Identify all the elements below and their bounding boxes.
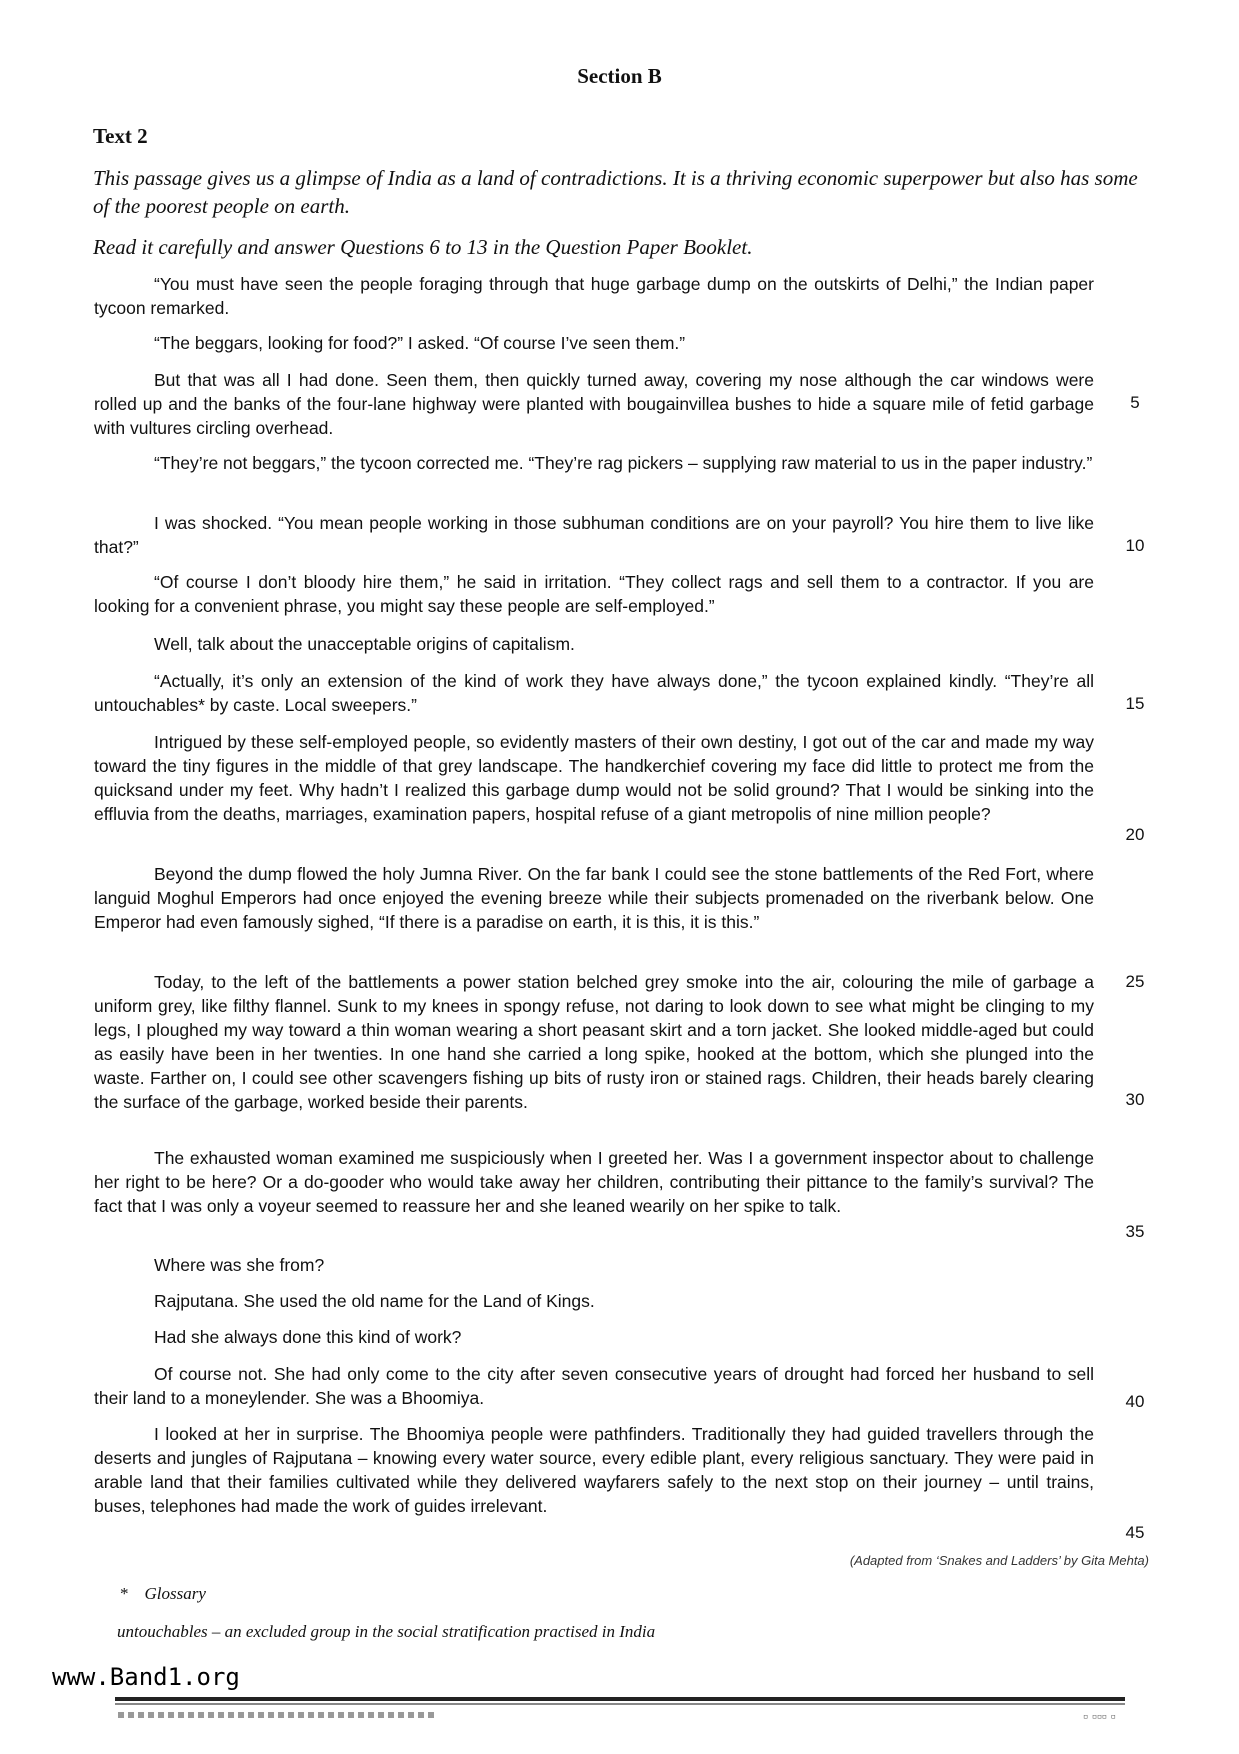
source-citation: (Adapted from ‘Snakes and Ladders’ by Gita Mehta) <box>849 1553 1149 1568</box>
text-title: Text 2 <box>93 124 148 148</box>
paragraph: “The beggars, looking for food?” I asked. “Of course I’ve seen them.” <box>154 333 686 353</box>
paragraph: Today, to the left of the battlements a power station belched grey smoke into the air, colouring the mile of garbage a uniform grey, like filthy flannel. Sunk to my knees in spongy refuse, not daring to look down to see what might be clinging to my legs, I ploughed my way toward a thin woman wearing a short peasant skirt and a torn jacket. She looked middle-aged but could as easily have been in her twenties. In one hand she carried a long spike, hooked at the bottom, which she plunged into the waste. Farther on, I could see other scavengers fishing up bits of rusty iron or stained rags. Children, their heads barely clearing the surface of the garbage, worked beside their parents. <box>94 972 1094 1112</box>
line-number: 25 <box>1125 972 1145 991</box>
paragraph: Where was she from? <box>154 1255 325 1275</box>
line-number: 5 <box>1130 393 1140 412</box>
paragraph: Of course not. She had only come to the city after seven consecutive years of drought had forced her husband to sell their land to a moneylender. She was a Bhoomiya. <box>94 1364 1094 1408</box>
paragraph: I looked at her in surprise. The Bhoomiya people were pathfinders. Traditionally they had guided travellers through the deserts and jungles of Rajputana – knowing every water source, every edible plant, every religious sanctuary. They were paid in arable land that their families cultivated while they delivered wayfarers safely to the next stop on their journey – until trains, buses, telephones had made the work of guides irrelevant. <box>94 1424 1094 1516</box>
paragraph: “They’re not beggars,” the tycoon corrected me. “They’re rag pickers – supplying raw material to us in the paper industry.” <box>154 453 1093 473</box>
paragraph: Rajputana. She used the old name for the Land of Kings. <box>154 1291 595 1311</box>
glossary-definition: untouchables – an excluded group in the social stratification practised in India <box>117 1622 656 1641</box>
glossary-marker: * <box>120 1584 129 1603</box>
paragraph: “Actually, it’s only an extension of the kind of work they have always done,” the tycoon explained kindly. “They’re all untouchables* by caste. Local sweepers.” <box>94 671 1094 715</box>
line-number: 30 <box>1125 1090 1145 1109</box>
paragraph: “You must have seen the people foraging through that huge garbage dump on the outskirts of Delhi,” the Indian paper tycoon remarked. <box>94 274 1094 318</box>
passage-instruction: Read it carefully and answer Questions 6 to 13 in the Question Paper Booklet. <box>93 235 753 259</box>
line-number: 15 <box>1125 694 1145 713</box>
paragraph: Beyond the dump flowed the holy Jumna River. On the far bank I could see the stone battlements of the Red Fort, where languid Moghul Emperors had once enjoyed the evening breeze while their subjects promenaded on the riverbank below. One Emperor had even famously sighed, “If there is a paradise on earth, it is this, it is this.” <box>94 864 1094 932</box>
paragraph: Well, talk about the unacceptable origins of capitalism. <box>154 634 575 654</box>
line-number: 20 <box>1125 825 1145 844</box>
paragraph: “Of course I don’t bloody hire them,” he said in irritation. “They collect rags and sell them to a contractor. If you are looking for a convenient phrase, you might say these people are self-employed.” <box>94 572 1094 616</box>
watermark-link[interactable]: www.Band1.org <box>52 1663 240 1691</box>
line-number: 45 <box>1125 1523 1145 1542</box>
line-number: 35 <box>1125 1222 1145 1241</box>
paragraph: Intrigued by these self-employed people, so evidently masters of their own destiny, I got out of the car and made my way toward the tiny figures in the middle of that grey landscape. The handkerchief covering my face did little to protect me from the quicksand under my feet. Why hadn’t I realized this garbage dump would not be solid ground? That I would be sinking into the effluvia from the deaths, marriages, examination papers, hospital refuse of a giant metropolis of nine million people? <box>94 732 1094 824</box>
glossary-heading-label: Glossary <box>144 1584 206 1603</box>
line-number: 40 <box>1125 1392 1145 1411</box>
paragraph: The exhausted woman examined me suspiciously when I greeted her. Was I a government inspector about to challenge her right to be here? Or a do-gooder who would take away her children, contributing their pittance to the family’s survival? The fact that I was only a voyeur seemed to reassure her and she leaned wearily on her spike to talk. <box>94 1148 1094 1216</box>
footer-rule-thin <box>115 1703 1125 1705</box>
line-number: 10 <box>1125 536 1145 555</box>
passage-intro: This passage gives us a glimpse of India as a land of contradictions. It is a thriving economic superpower but also has some of the poorest people on earth. <box>93 166 1138 218</box>
footer-page-mark: ▫ ▫▫▫ ▫ <box>1083 1708 1116 1724</box>
footer-faded-text <box>118 1712 438 1718</box>
section-title: Section B <box>577 64 662 88</box>
paragraph: Had she always done this kind of work? <box>154 1327 462 1347</box>
paragraph: I was shocked. “You mean people working in those subhuman conditions are on your payroll? You hire them to live like that?” <box>94 513 1094 557</box>
glossary-heading <box>120 1584 206 1604</box>
footer-rule <box>115 1697 1125 1701</box>
paragraph: But that was all I had done. Seen them, then quickly turned away, covering my nose although the car windows were rolled up and the banks of the four-lane highway were planted with bougainvillea bushes to hide a square mile of fetid garbage with vultures circling overhead. <box>94 370 1094 438</box>
